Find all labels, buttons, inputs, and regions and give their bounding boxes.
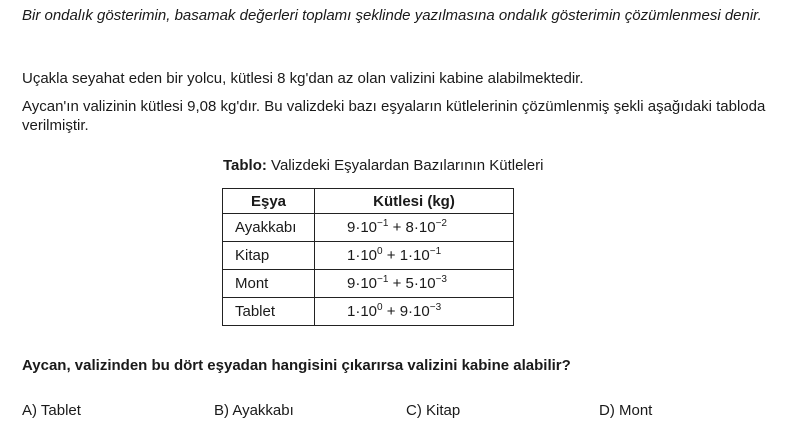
option-b[interactable]: B) Ayakkabı [214, 402, 294, 419]
table-row [223, 270, 514, 298]
item-mass: $9\cdot 10^{-1} + 8\cdot 10^{-2}$ [315, 214, 514, 242]
item-name: Kitap [223, 242, 315, 270]
option-d[interactable]: D) Mont [599, 402, 653, 419]
table-row [223, 214, 514, 242]
question-text: Aycan, valizinden bu dört eşyadan hangisini çıkarırsa valizini kabine alabilir? [22, 357, 571, 374]
item-name: Tablet [223, 298, 315, 326]
table-header-row [223, 189, 514, 214]
item-mass: $1\cdot 10^0 + 1\cdot 10^{-1}$ [315, 242, 514, 270]
intro-text: Bir ondalık gösterimin, basamak değerleri toplamı şeklinde yazılmasına ondalık gösterimin çözümlenmesi denir. [22, 7, 762, 24]
item-name: Ayakkabı [223, 214, 315, 242]
item-name: Mont [223, 270, 315, 298]
option-c[interactable]: C) Kitap [406, 402, 461, 419]
item-mass: $9\cdot 10^{-1} + 5\cdot 10^{-3}$ [315, 270, 514, 298]
item-mass: $1\cdot 10^0 + 9\cdot 10^{-3}$ [315, 298, 514, 326]
paragraph-rule: Uçakla seyahat eden bir yolcu, kütlesi 8 kg'dan az olan valizini kabine alabilmektedir. [22, 70, 584, 87]
paragraph-suitcase: Aycan'ın valizinin kütlesi 9,08 kg'dır. Bu valizdeki bazı eşyaların kütlelerinin çözümlenmiş şekli aşağıdaki tabloda verilmiştir. [22, 98, 766, 134]
header-item: Eşya [223, 189, 315, 214]
table-row [223, 242, 514, 270]
mass-table [222, 188, 514, 326]
header-mass: Kütlesi (kg) [315, 189, 514, 214]
caption-label: Tablo: [223, 157, 267, 174]
caption-text: Valizdeki Eşyalardan Bazılarının Kütleleri [266, 157, 544, 174]
table-caption [223, 157, 543, 174]
table-row [223, 298, 514, 326]
option-a[interactable]: A) Tablet [22, 402, 81, 419]
